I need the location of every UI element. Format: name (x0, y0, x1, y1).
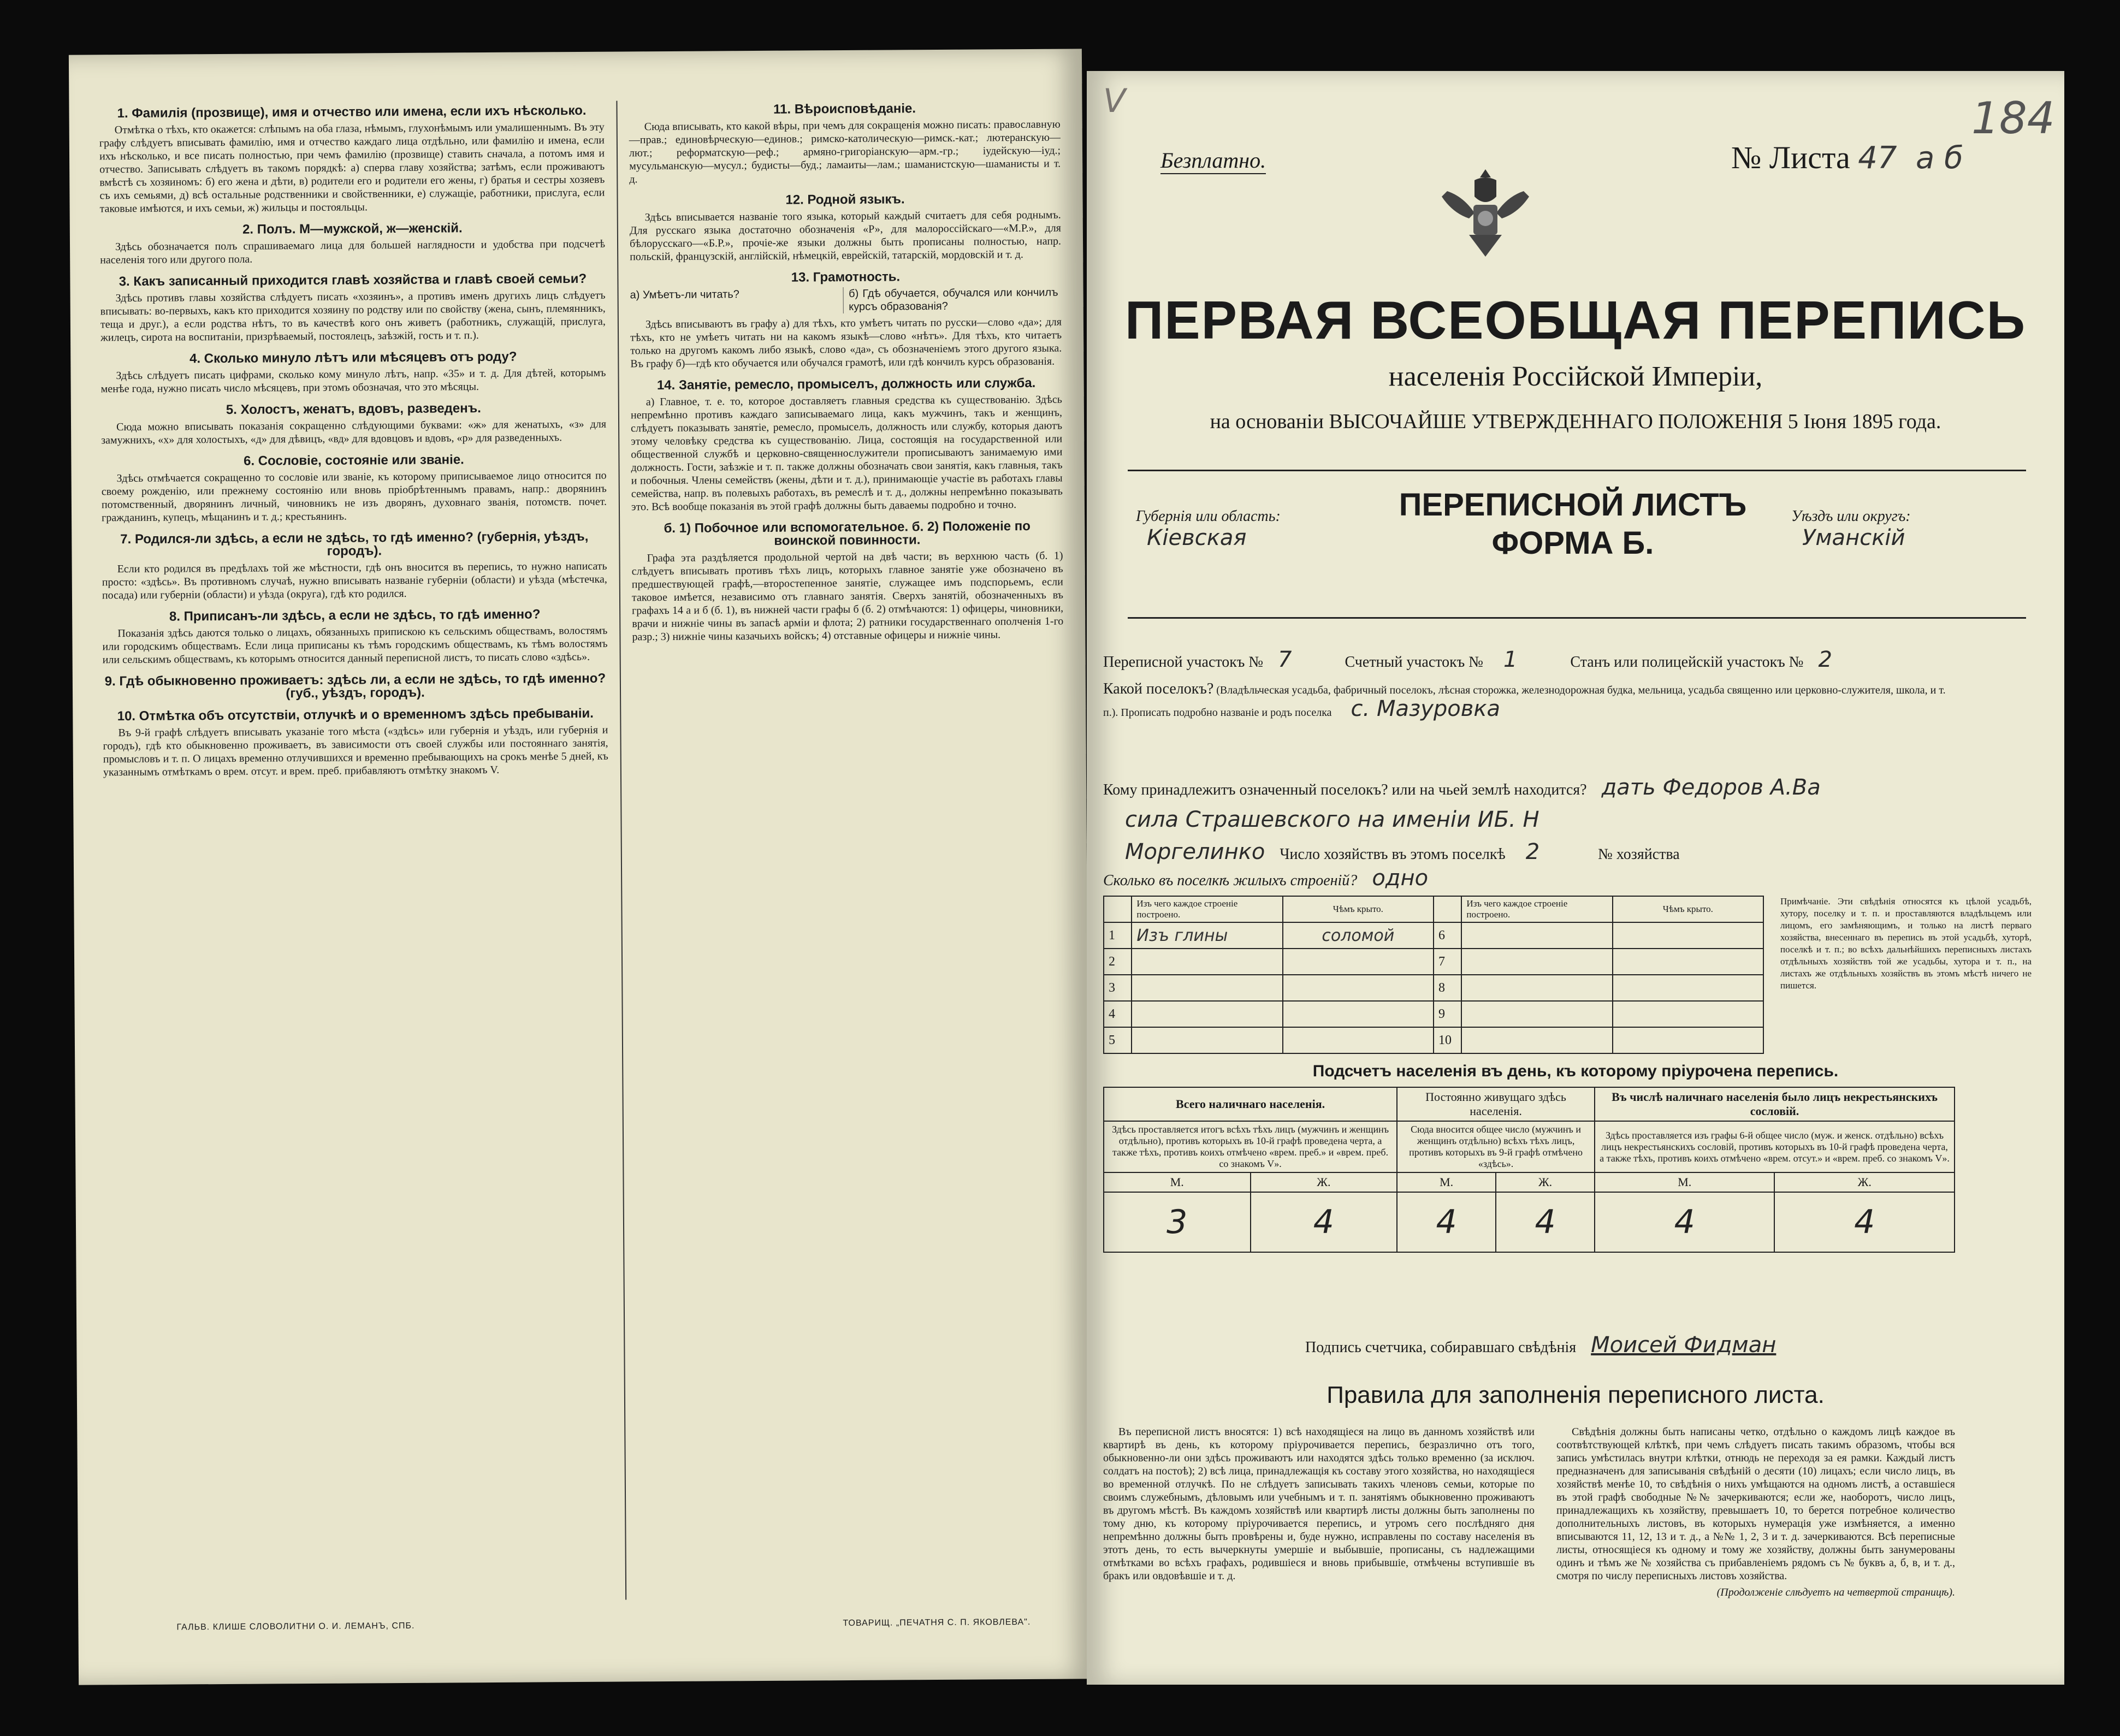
instruction-heading: 1. Фамилія (прозвище), имя и отчество или имена, если ихъ нѣсколько. (117, 103, 587, 121)
pop-zh-label: Ж. (1774, 1172, 1955, 1192)
households-label: Число хозяйствъ въ этомъ поселкѣ (1280, 846, 1506, 863)
pop-desc-nonpeasant: Здѣсь проставляется изъ графы 6-й общее число (муж. и женск. отдѣльно) всѣхъ лицъ некрестьянскихъ сословій, противъ которыхъ въ 10-й графѣ проведена черта, а также тѣхъ, противъ коихъ отмѣчено «врем. отсут.» и «врем. преб. со знакомъ V». (1595, 1121, 1955, 1172)
uchastok-line (1103, 647, 1832, 672)
owner-value-1: дать Федоров А.Ва (1601, 775, 1821, 800)
instruction-heading: 5. Холостъ, женатъ, вдовъ, разведенъ. (226, 401, 481, 417)
bld-roof-value: соломой (1283, 922, 1434, 949)
pop-permanent-female: 4 (1496, 1192, 1595, 1252)
bld-row-no: 1 (1104, 922, 1132, 949)
bld-row-no: 3 (1104, 975, 1132, 1001)
pop-m-label: М. (1397, 1172, 1496, 1192)
pop-zh-label: Ж. (1496, 1172, 1595, 1192)
uezd-label: Уѣздъ или округъ: (1791, 508, 1911, 525)
uchastok-value: 7 (1278, 647, 1292, 672)
rules-column-right (1556, 1425, 1955, 1602)
pop-m-label: М. (1104, 1172, 1251, 1192)
pop-zh-label: Ж. (1251, 1172, 1397, 1192)
instruction-heading: б. 1) Побочное или вспомогательное. б. 2) Положеніе по воинской повинности. (664, 518, 1031, 548)
table-row (1104, 975, 1763, 1001)
top-rule (1128, 470, 2026, 471)
instruction-heading: 3. Какъ записанный приходится главѣ хозяйства и главѣ своей семьи? (119, 271, 587, 289)
rules-column-left (1103, 1425, 1535, 1586)
instructions-column-1 (99, 96, 608, 785)
bld-row-no: 10 (1434, 1027, 1461, 1053)
stan-label: Станъ или полицейскій участокъ № (1570, 654, 1804, 671)
form-title (1393, 486, 1753, 562)
instruction-heading: 7. Родился-ли здѣсь, а если не здѣсь, то гдѣ именно? (губернія, уѣздъ, городъ). (120, 529, 589, 559)
pop-head-total: Всего наличнаго населенія. (1104, 1087, 1397, 1121)
form-title-line2: ФОРМА Б. (1491, 525, 1654, 561)
bld-head-roof-2: Чѣмъ крыто. (1613, 896, 1763, 922)
instruction-text: Здѣсь обозначается полъ спрашиваемаго лица для большей наглядности и удобства при подсчетѣ населенія того или другого пола. (100, 238, 606, 266)
corner-pencil-mark: V (1103, 82, 1126, 120)
pop-permanent-male: 4 (1397, 1192, 1496, 1252)
bld-head-material-1: Изъ чего каждое строеніе построено. (1132, 896, 1282, 922)
printer-credit-right: ТОВАРИЩ. „ПЕЧАТНЯ С. П. ЯКОВЛЕВА". (843, 1617, 1031, 1628)
household-no-label: № хозяйства (1598, 846, 1680, 863)
owner-value-3: Моргелинко (1125, 839, 1265, 864)
instruction-text: Здѣсь отмѣчается сокращенно то сословіе или званіе, къ которому приписываемое лицо относится по своему рожденію, или прежнему состоянію или вновь пріобрѣтеннымъ правамъ, напр.: дворянинъ потомственный, дворянинъ личный, чиновникъ не изъ дворянъ, духовнаго званія, потомств. почет. гражданинъ, купецъ, мѣщанинъ и т. д.; крестьянинъ. (101, 469, 607, 524)
printer-credit-left: ГАЛЬВ. КЛИШЕ СЛОВОЛИТНИ О. И. ЛЕМАНЪ, СПБ. (176, 1621, 415, 1632)
instruction-text: а) Главное, т. е. то, которое доставляетъ главныя средства къ существованію. Здѣсь непремѣнно противъ каждаго записываемаго лица, какъ мужчинъ, такъ и женщинъ, слѣдуетъ показывать занятіе, ремесло, промыселъ, должность или службу, которыя даютъ этому человѣку средства къ существованію. Лица, состоящія на государственной или общественной службѣ и церковно-священнослужители прописываютъ занимаемую ими должность. Гости, заѣзжіе и т. п. также должны обозначать свои занятія, какъ главныя, такъ и побочныя. Члены семействъ (жены, дѣти и т. д.), принимающіе участіе въ работахъ главы семейства, напр. въ полевыхъ работахъ, въ ремеслѣ и т. д., должны непремѣнно показывать это. Всѣ вообще показанія въ этой графѣ должны быть даваемы подробно и точно. (630, 393, 1063, 513)
instruction-text: Показанія здѣсь даются только о лицахъ, обязанныхъ припискою къ сельскимъ обществамъ, волостямъ или городскимъ обществамъ. Если лица приписаны къ тѣмъ городскимъ обществамъ, къ тѣмъ волостямъ или сельскимъ обществамъ, къ которымъ относится данный переписной листъ, то писать слово «здѣсь». (102, 624, 608, 666)
instruction-text: Здѣсь вписывается названіе того языка, который каждый считаетъ для себя роднымъ. Для русскаго языка достаточно обозначенія «Р», для малороссійскаго—«М.Р.», для бѣлорусскаго—«Б.Р.», прочіе-же языки должны быть прописаны полностью, напр. польскій, французскій, англійскій, нѣмецкій, еврейскій, татарскій, мордовскій и т. д. (629, 209, 1062, 263)
instruction-heading: 8. Приписанъ-ли здѣсь, а если не здѣсь, то гдѣ именно? (169, 607, 541, 624)
instruction-subcolumns (630, 286, 1062, 315)
uezd-field (1791, 508, 1911, 550)
instruction-text: Здѣсь противъ главы хозяйства слѣдуетъ писать «хозяинъ», а противъ именъ другихъ лицъ слѣдуетъ вписывать: во-первыхъ, какъ кто приходится хозяину по родству или по свойству (жена, сынъ, племянникъ, теща и друг.), а если родства нѣтъ, то въ качествѣ кого онъ живетъ (работникъ, служащій, прислуга, жилецъ, сирота на воспитаніи, призрѣваемый, постоялецъ, заѣзжій, гость и т. п.). (100, 289, 606, 344)
owner-block (1103, 773, 1955, 869)
pop-m-label: М. (1595, 1172, 1774, 1192)
instruction-heading: 11. Вѣроисповѣданіе. (773, 101, 916, 117)
poselok-block (1103, 680, 1955, 722)
sheet-number-value: 47 (1858, 140, 1897, 176)
pop-desc-total: Здѣсь проставляется итогъ всѣхъ тѣхъ лицъ (мужчинъ и женщинъ отдѣльно), противъ которыхъ въ 10-й графѣ проведена черта, а также тѣхъ, противъ коихъ отмѣчено «врем. преб.» и «врем. преб. со знакомъ V». (1104, 1121, 1397, 1172)
sheet-number (1731, 139, 1963, 176)
instruction-heading: 13. Грамотность. (791, 269, 901, 285)
instruction-heading: 14. Занятіе, ремесло, промыселъ, должность или служба. (656, 375, 1036, 393)
bld-row-no: 7 (1434, 949, 1461, 975)
instruction-heading: 2. Полъ. М—мужской, ж—женскій. (242, 221, 463, 237)
owner-value-2: сила Страшевского на именіи ИБ. Н (1125, 807, 1539, 832)
instruction-text: Отмѣтка о тѣхъ, кто окажется: слѣпымъ на оба глаза, нѣмымъ, глухонѣмымъ или умалишеннымъ. Въ эту графу слѣдуетъ вписывать фамилію, имя и отчество каждаго лица отдѣльно, или фамилію и имена, если ихъ нѣсколько, и все писать полностью, при чемъ фамилію (прозвище) ставить сначала, а потомъ имя и отчество. Записывать слѣдуетъ въ такомъ порядкѣ: а) сперва главу хозяйства; затѣмъ, если проживаютъ вмѣстѣ съ хозяиномъ: б) его жена и дѣти, в) родители его и родители его жены, г) братья и сестры хозяевъ съ ихъ семьями, д) всѣ остальные родственники и свойственники, е) служащіе, работники, прислуга, если таковые имѣются, и ихъ семьи, ж) жильцы и постояльцы. (99, 121, 605, 215)
pop-nonpeasant-female: 4 (1774, 1192, 1955, 1252)
households-value: 2 (1525, 839, 1540, 864)
instruction-text: Здѣсь вписываютъ въ графу а) для тѣхъ, кто умѣетъ читать по русски—слово «да»; для тѣхъ, кто не умѣетъ читать ни на какомъ языкѣ—слово «нѣтъ». Для тѣхъ, кто читаетъ только на другомъ какомъ либо языкѣ, слово «да», съ обозначеніемъ этого другого языка. Въ графу б)—гдѣ кто обучается или обучался грамотѣ, или гдѣ кончилъ курсъ образованія. (630, 316, 1062, 370)
bld-row-no: 9 (1434, 1001, 1461, 1027)
instruction-subheading: а) Умѣетъ-ли читать? (630, 287, 844, 315)
buildings-table (1103, 896, 1764, 1054)
pop-head-permanent: Постоянно живущаго здѣсь населенія. (1397, 1087, 1595, 1121)
bld-row-no: 4 (1104, 1001, 1132, 1027)
table-row (1104, 949, 1763, 975)
instruction-heading: 4. Сколько минуло лѣтъ или мѣсяцевъ отъ роду? (189, 349, 517, 366)
schet-value: 1 (1503, 647, 1518, 672)
guberniya-field (1136, 508, 1281, 550)
mid-rule (1128, 617, 2026, 619)
instruction-text: Здѣсь слѣдуетъ писать цифрами, сколько кому минуло лѣтъ, напр. «35» и т. д. Для дѣтей, которымъ менѣе года, нужно писать число мѣсяцевъ, при этомъ обозначая, что это мѣсяцы. (100, 366, 606, 395)
buildings-count-label: Сколько въ поселкѣ жилыхъ строеній? (1103, 872, 1358, 889)
rules-left-text: Въ переписной листъ вносятся: 1) всѣ находящіеся на лицо въ данномъ хозяйствѣ или квартирѣ въ день, къ которому пріурочивается перепись, безразлично отъ того, обыкновенно-ли они здѣсь проживаютъ или находятся здѣсь только временно (за исключ. солдатъ на постоѣ); 2) всѣ лица, принадлежащія къ составу этого хозяйства, но находящіеся во временной отлучкѣ. По не слѣдуетъ записывать такихъ членовъ семьи, которые по своимъ служебнымъ, дѣловымъ или учебнымъ и т. п. занятіямъ обыкновенно проживаютъ въ другомъ мѣстѣ. Въ каждомъ хозяйствѣ или квартирѣ листы должны быть заполнены по тому дню, къ которому пріурочивается перепись, и утромъ сего послѣдняго дня непремѣнно должны быть провѣрены и, буде нужно, исправлены по составу населенія въ этотъ день, то есть вычеркнуты умершіе и выбывшіе, прописаны, съ надлежащими отмѣтками во всѣхъ графахъ, родившіеся и вновь прибывшіе, отмѣчены вступившіе въ бракъ или овдовѣвшіе и т. д. (1103, 1426, 1535, 1582)
bld-row-no: 5 (1104, 1027, 1132, 1053)
instruction-heading: 12. Родной языкъ. (785, 192, 905, 208)
buildings-count-value: одно (1372, 866, 1429, 891)
left-page-instructions (69, 49, 1092, 1685)
guberniya-label: Губернія или область: (1136, 508, 1281, 525)
uchastok-label: Переписной участокъ № (1103, 654, 1264, 671)
pop-total-male: 3 (1104, 1192, 1251, 1252)
imperial-eagle-emblem (1436, 158, 1535, 268)
signature-label: Подпись счетчика, собиравшаго свѣдѣнія (1305, 1339, 1577, 1356)
uezd-value: Уманскій (1802, 525, 1905, 550)
bld-row-no: 8 (1434, 975, 1461, 1001)
continued-note: (Продолженіе слѣдуетъ на четвертой страницѣ). (1716, 1586, 1955, 1598)
poselok-label: Какой поселокъ? (1103, 680, 1214, 697)
instruction-text: Сюда можно вписывать показанія сокращенно слѣдующими буквами: «ж» для женатыхъ, «з» для замужнихъ, «х» для холостыхъ, «д» для дѣвицъ, «вд» для вдовцовъ и вдовъ, «р» для разведенныхъ. (101, 418, 607, 447)
bld-material-value: Изъ глины (1132, 922, 1282, 949)
census-title: ПЕРВАЯ ВСЕОБЩАЯ ПЕРЕПИСЬ (1124, 290, 2027, 350)
bld-row-no: 6 (1434, 922, 1461, 949)
right-page-census-form (1087, 71, 2064, 1685)
instructions-column-2 (629, 93, 1063, 649)
table-row (1104, 1001, 1763, 1027)
pop-desc-permanent: Сюда вносится общее число (мужчинъ и женщинъ отдѣльно) всѣхъ тѣхъ лицъ, противъ которыхъ въ 9-й графѣ отмѣчено «здѣсь». (1397, 1121, 1595, 1172)
signature-value: Моисей Фидман (1591, 1332, 1776, 1358)
buildings-count (1103, 866, 1428, 891)
bld-head-material-2: Изъ чего каждое строеніе построено. (1461, 896, 1612, 922)
schet-label: Счетный участокъ № (1345, 654, 1483, 671)
pop-total-female: 4 (1251, 1192, 1397, 1252)
corner-page-number: 184 (1971, 93, 2055, 144)
population-count-title: Подсчетъ населенія въ день, къ которому пріурочена перепись. (1312, 1062, 1839, 1080)
buildings-note: Примѣчаніе. Эти свѣдѣнія относятся къ цѣлой усадьбѣ, хутору, поселку и т. п. и проставляются владѣльцемъ или лицомъ, его замѣняющимъ, и только на листѣ перваго хозяйства, внесеннаго въ перепись въ этой усадьбѣ, хуторѣ, поселкѣ и т. п.; во всѣхъ дальнѣйшихъ переписныхъ листахъ отдѣльныхъ хозяйствъ той же усадьбы, хутора и т. п., на листахъ же отдѣльныхъ хозяйствъ въ этомъ мѣстѣ ничего не пишется. (1780, 896, 2032, 991)
rules-title: Правила для заполненія переписного листа. (1327, 1382, 1825, 1408)
instruction-subheading: б) Гдѣ обучается, обучался или кончилъ курсъ образованія? (849, 286, 1058, 313)
column-divider (616, 101, 626, 1600)
instruction-heading: 10. Отмѣтка объ отсутствіи, отлучкѣ и о временномъ здѣсь пребываніи. (117, 706, 594, 724)
guberniya-value: Кіевская (1147, 525, 1247, 550)
census-basis: на основаніи ВЫСОЧАЙШЕ УТВЕРЖДЕННАГО ПОЛОЖЕНІЯ 5 Іюня 1895 года. (1210, 410, 1941, 433)
owner-label: Кому принадлежитъ означенный поселокъ? или на чьей землѣ находится? (1103, 781, 1587, 798)
pop-nonpeasant-male: 4 (1595, 1192, 1774, 1252)
sheet-number-label: № Листа (1731, 140, 1850, 175)
enumerator-signature (1305, 1332, 1776, 1358)
bld-head-roof-1: Чѣмъ крыто. (1283, 896, 1434, 922)
free-label: Безплатно. (1160, 147, 1266, 174)
sheet-number-letters: а б (1916, 140, 1963, 176)
form-title-line1: ПЕРЕПИСНОЙ ЛИСТЪ (1399, 487, 1747, 523)
poselok-value: с. Мазуровка (1351, 696, 1501, 721)
instruction-text: Графа эта раздѣляется продольной чертой на двѣ части; въ верхнюю часть (б. 1) слѣдуетъ вписывать противъ тѣхъ лицъ, которыхъ главное занятіе уже обозначено въ предшествующей графѣ,—второстепенное занятіе, служащее имъ подспорьемъ, если таковое имѣется, независимо отъ главнаго занятія. Сверхъ занятій, обозначенныхъ въ графахъ 14 а и б (б. 1), въ нижней части графы б (б. 2) отмѣчаются: 1) офицеры, чиновники, врачи и нижніе чины въ запасѣ арміи и флота; 2) ратники государственнаго ополченія 1-го разр.; 3) нижніе чины казачьихъ войскъ; 4) отставные офицеры и нижніе чины. (631, 549, 1064, 643)
instruction-heading: 9. Гдѣ обыкновенно проживаетъ: здѣсь ли, а если не здѣсь, то гдѣ именно? (губ., уѣздъ, городъ). (104, 671, 606, 701)
census-subtitle: населенія Россійской Имперіи, (1388, 361, 1763, 392)
bld-row-no: 2 (1104, 949, 1132, 975)
instruction-text: Въ 9-й графѣ слѣдуетъ вписывать указаніе того мѣста («здѣсь» или губернія и уѣздъ, или губернія и городъ), гдѣ кто обыкновенно проживаетъ, въ зависимости отъ своей службы или постояннаго занятія, промысловъ и т. п. О лицахъ временно отлучившихся и временно пребывающихъ на срокъ менѣе 5 дней, къ указаннымъ отмѣткамъ о врем. отсут. и врем. преб. прибавляютъ отмѣтку знакомъ V. (103, 724, 608, 779)
table-row (1104, 1027, 1763, 1053)
poselok-desc: (Владѣльческая усадьба, фабричный поселокъ, лѣсная сторожка, железнодорожная будка, мельница, усадьба священно или церковно-служителя, школа, и т. п.). Прописать подробно названіе и родъ поселка (1103, 684, 1946, 719)
rules-right-text: Свѣдѣнія должны быть написаны четко, отдѣльно о каждомъ лицѣ каждое въ соотвѣтствующей клѣткѣ, при чемъ слѣдуетъ писать такимъ образомъ, чтобы вся запись умѣстилась внутри клѣтки, отнюдь не переходя за ея рамки. Каждый листъ предназначенъ для записыванія свѣдѣній о десяти (10) лицахъ; если число лицъ, въ хозяйствѣ менѣе 10, то свѣдѣнія о нихъ умѣщаются на одномъ листѣ, а оставшіеся въ этой графѣ свободные №№ зачеркиваются; если же, наоборотъ, число лицъ, принадлежащихъ къ хозяйству, превышаетъ 10, то берется потребное количество дополнительныхъ листовъ, въ которыхъ нумерація уже измѣняется, а именно вписываются 11, 12, 13 и т. д., а №№ 1, 2, 3 и т. д. зачеркиваются. Всѣ переписные листы, относящіеся къ одному и тому же хозяйству, должны быть занумерованы одинъ и тѣмъ же № хозяйства съ прибавленіемъ рядомъ съ № буквъ а, б, в, и т. д., смотря по числу переписныхъ листовъ хозяйства. (1556, 1426, 1955, 1582)
instruction-text: Если кто родился въ предѣлахъ той же мѣстности, гдѣ онъ вносится въ перепись, то нужно написать просто: «здѣсь». Въ противномъ случаѣ, нужно вписывать названіе губерніи (области) и уѣзда (мѣстечка, посада) или губерніи (области) и уѣзда (округа), гдѣ кто родился. (102, 560, 607, 602)
pop-head-nonpeasant: Въ числѣ наличнаго населенія было лицъ некрестьянскихъ сословій. (1595, 1087, 1955, 1121)
population-table (1103, 1087, 1955, 1253)
instruction-heading: 6. Сословіе, состояніе или званіе. (243, 452, 464, 469)
stan-value: 2 (1818, 647, 1832, 672)
instruction-text: Сюда вписывать, кто какой вѣры, при чемъ для сокращенія можно писать: православную—прав.; единовѣрческую—единов.; римско-католическую—римск.-кат.; лютеранскую—лют.; реформатскую—реф.; армяно-григоріанскую—арм.-гр.; іудейскую—іуд.; мусульманскую—мусул.; будисты—буд.; ламаиты—лам.; шаманистскую—шаманисты и т. д. (629, 118, 1061, 186)
table-row (1104, 922, 1763, 949)
